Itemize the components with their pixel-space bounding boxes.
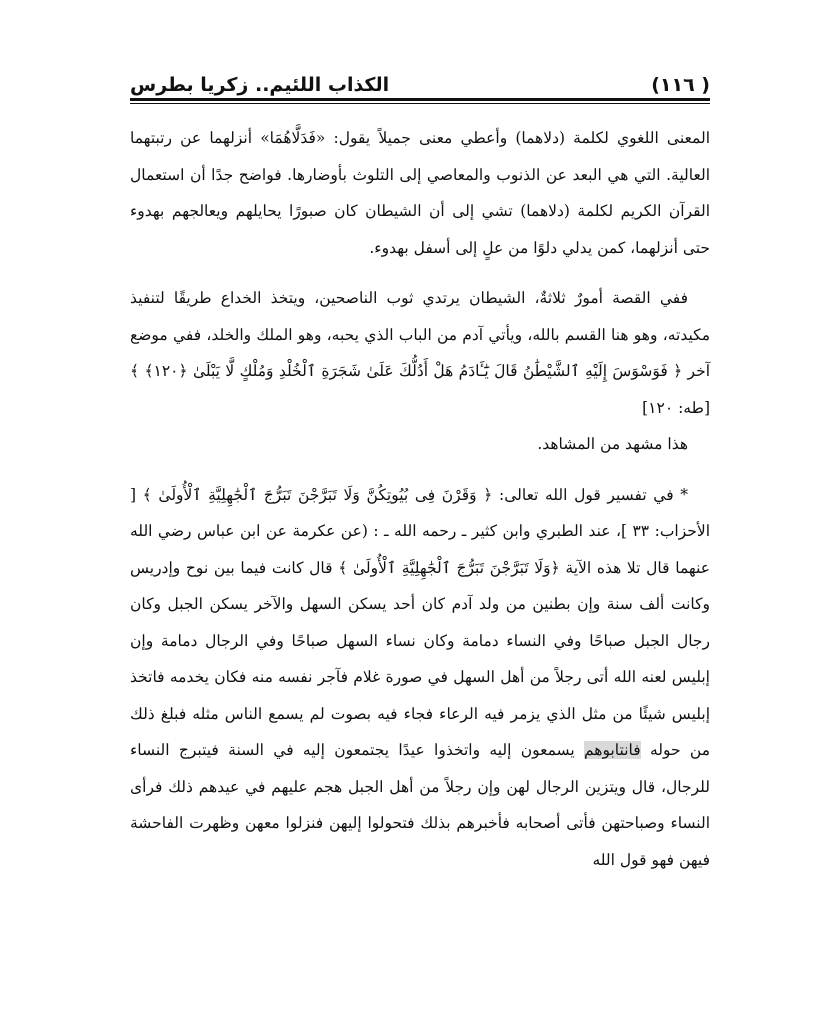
page-header [130,70,710,96]
highlighted-word: فانتابوهم [583,741,641,759]
header-rule-thick [130,98,710,101]
tafsir-text-end: يسمعون إليه واتخذوا عيدًا يجتمعون إليه في السنة فيتبرج النساء للرجال، قال ويتزين الرجال لهن وإن رجلاً من أهل الجبل هجم عليهم في عيدهم ذلك فرأى النساء وصباحتهن فأتى أصحابه فأخبرهم بذلك فتحولوا إليهن فنزلوا معهن وظهرت الفاحشة فيهن فهو قول الله [130,741,710,869]
paragraph-tafsir [130,477,710,879]
header-rule-thin [130,103,710,104]
paragraph-scene: هذا مشهد من المشاهد. [537,435,688,453]
book-title: الكذاب اللئيم.. زكريا بطرس [130,74,390,96]
paragraph-meaning: المعنى اللغوي لكلمة (دلاهما) وأعطي معنى جميلاً يقول: «فَدَلَّاهُمَا» أنزلهما عن رتبتهما العالية. التي هي البعد عن الذنوب والمعاصي إلى التلوث بأوضارها. فواضح جدًا أن استعمال القرآن الكريم لكلمة (دلاهما) تشي إلى أن الشيطان كان صبورًا يحايلهم ويعالجهم بهدوء حتى أنزلهما، كمن يدلي دلوًا من علٍ إلى أسفل بهدوء. [130,129,710,257]
page-number: ( ١١٦) [651,74,710,96]
tafsir-text-start: * في تفسير قول الله تعالى: ﴿ وَقَرْنَ فِى بُيُوتِكُنَّ وَلَا تَبَرَّجْنَ تَبَرُّجَ ٱلْجَٰهِلِيَّةِ ٱلْأُولَىٰ ﴾ [ الأحزاب: ٣٣ ]، عند الطبري وابن كثير ـ رحمه الله ـ : (عن عكرمة عن ابن عباس رضي الله عنهما قال تلا هذه الآية ﴿وَلَا تَبَرَّجْنَ تَبَرُّجَ ٱلْجَٰهِلِيَّةِ ٱلْأُولَىٰ ﴾ قال كانت فيما بين نوح وإدريس وكانت ألف سنة وإن بطنين من ولد آدم كان أحد يسكن السهل والآخر يسكن الجبل وكان رجال الجبل صباحًا وفي النساء دمامة وكان نساء السهل صباحًا وفي الرجال دمامة وإن إبليس لعنه الله أتى رجلاً من أهل السهل في صورة غلام فآجر نفسه منه فكان يخدمه فاتخذ إبليس شيئًا من مثل الذي يزمر فيه الرعاء فجاء فيه بصوت لم يسمع الناس مثله فبلغ ذلك من حوله [130,485,711,759]
page-body [130,120,710,878]
paragraph-story: ففي القصة أمورٌ ثلاثةٌ، الشيطان يرتدي ثوب الناصحين، ويتخذ الخداع طريقًا لتنفيذ مكيدته، وهو هنا القسم بالله، ويأتي آدم من الباب الذي يحبه، وهو الملك والخلد، ففي موضع آخر ﴿ فَوَسْوَسَ إِلَيْهِ ٱلشَّيْطَٰنُ قَالَ يَٰٓـَٔادَمُ هَلْ أَدُلُّكَ عَلَىٰ شَجَرَةِ ٱلْخُلْدِ وَمُلْكٍ لَّا يَبْلَىٰ ﴿١٢٠﴾ ﴾ [طه: ١٢٠] [130,289,710,417]
